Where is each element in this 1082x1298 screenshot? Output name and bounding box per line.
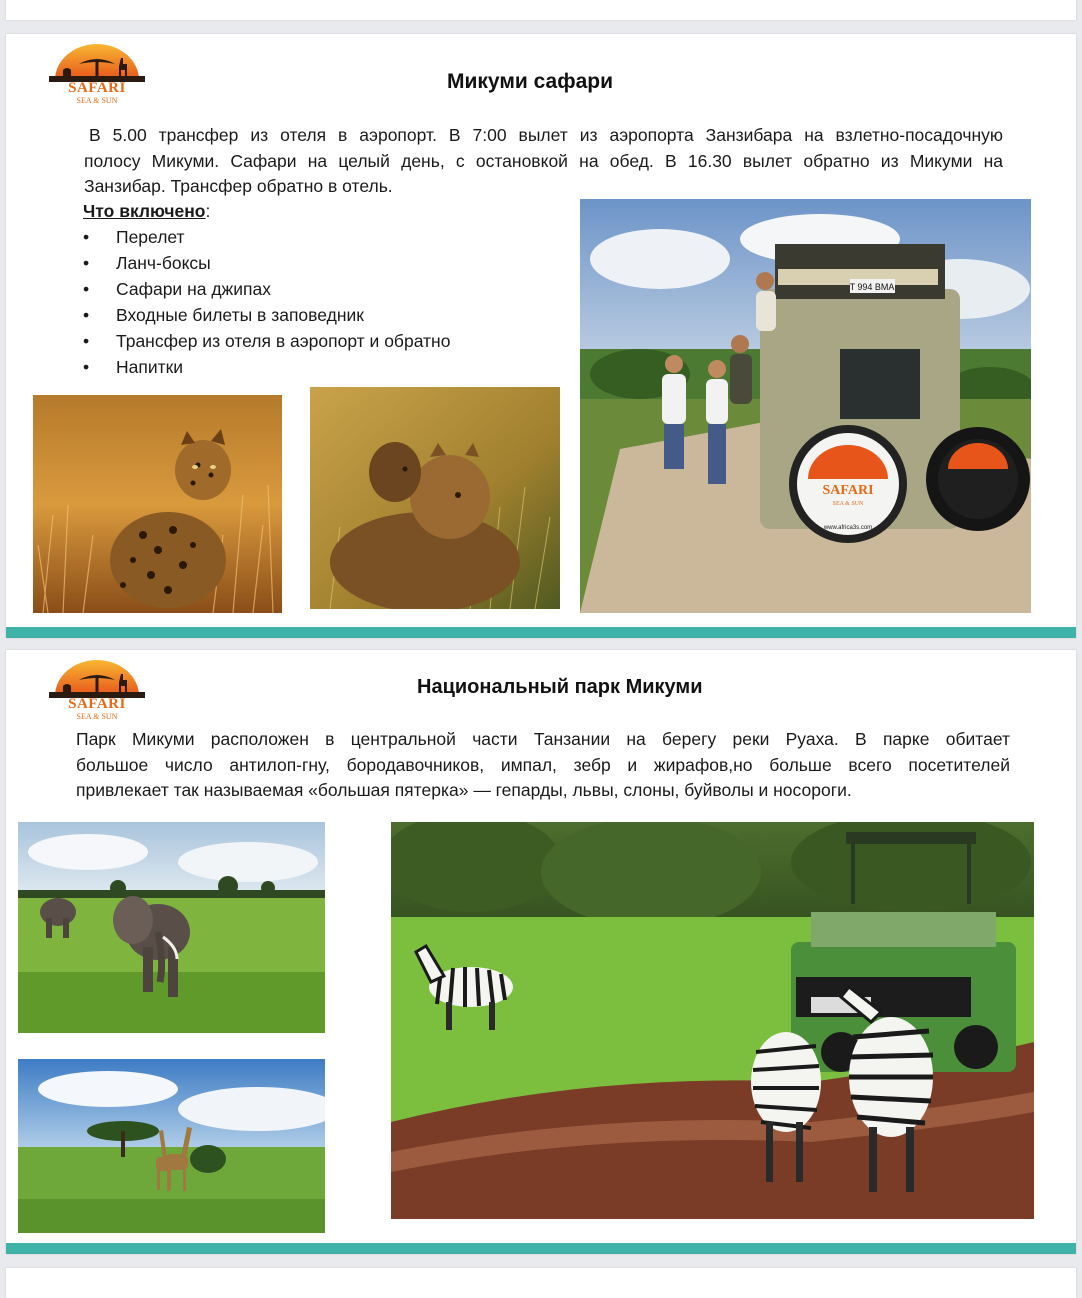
description-line: Парк Микуми расположен в центральной части Танзании на берегу реки Руаха. В парке обитает <box>76 729 1010 749</box>
zebras-jeep-photo <box>391 822 1034 1219</box>
description-line: В 5.00 трансфер из отеля в аэропорт. В 7:00 вылет из аэропорта Занзибара на взлетно-посадочную <box>89 125 1003 145</box>
list-item: • Сафари на джипах <box>83 276 450 302</box>
leopard-photo <box>33 395 282 613</box>
safari-logo <box>49 42 145 106</box>
giraffe-photo <box>18 1059 325 1233</box>
sunset-acacia-icon <box>49 658 145 700</box>
slide-divider-bar <box>6 627 1076 638</box>
logo-tagline: SEA & SUN <box>76 96 118 105</box>
previous-slide-edge <box>6 0 1076 20</box>
tire-cover-brand: SAFARI <box>822 483 874 498</box>
list-item: • Напитки <box>83 354 450 380</box>
list-item: • Перелет <box>83 224 450 250</box>
elephants-photo <box>18 822 325 1033</box>
included-heading-label: Что включено <box>83 201 206 221</box>
slide-mikumi-safari <box>6 34 1076 638</box>
park-description <box>76 727 1010 804</box>
next-slide-edge <box>6 1268 1076 1298</box>
slide-divider-bar <box>6 1243 1076 1254</box>
logo-wordmark: SAFARI <box>68 80 126 96</box>
lion-cubs-photo <box>310 387 560 609</box>
logo-wordmark: SAFARI <box>68 696 126 712</box>
safari-jeep-photo <box>580 199 1031 613</box>
list-item: • Входные билеты в заповедник <box>83 302 450 328</box>
tire-cover-tagline: SEA & SUN <box>832 501 864 507</box>
description-line: полосу Микуми. Сафари на целый день, с остановкой на обед. В 16.30 вылет обратно из Микуми на <box>84 150 1003 171</box>
included-heading <box>83 201 210 222</box>
tire-cover-url: www.africa3s.com <box>823 525 873 531</box>
slide-mikumi-park <box>6 650 1076 1254</box>
page-title: Национальный парк Микуми <box>417 676 703 698</box>
list-item: • Трансфер из отеля в аэропорт и обратно <box>83 328 450 354</box>
list-item: • Ланч-боксы <box>83 250 450 276</box>
description-line: привлекает так называемая «большая пятерка» — гепарды, львы, слоны, буйволы и носороги. <box>76 780 852 800</box>
jeep-plate: T 994 BMA <box>849 282 895 292</box>
page-title: Микуми сафари <box>447 70 614 93</box>
logo-tagline: SEA & SUN <box>76 712 118 721</box>
sunset-acacia-icon <box>49 42 145 84</box>
safari-description <box>84 123 1003 200</box>
included-heading-colon: : <box>205 201 211 221</box>
description-line: Занзибар. Трансфер обратно в отель. <box>84 176 393 196</box>
safari-logo <box>49 658 145 722</box>
description-line: большое число антилоп-гну, бородавочников, импал, зебр и жирафов,но больше всего посетителей <box>76 754 1010 775</box>
included-list <box>83 224 450 380</box>
